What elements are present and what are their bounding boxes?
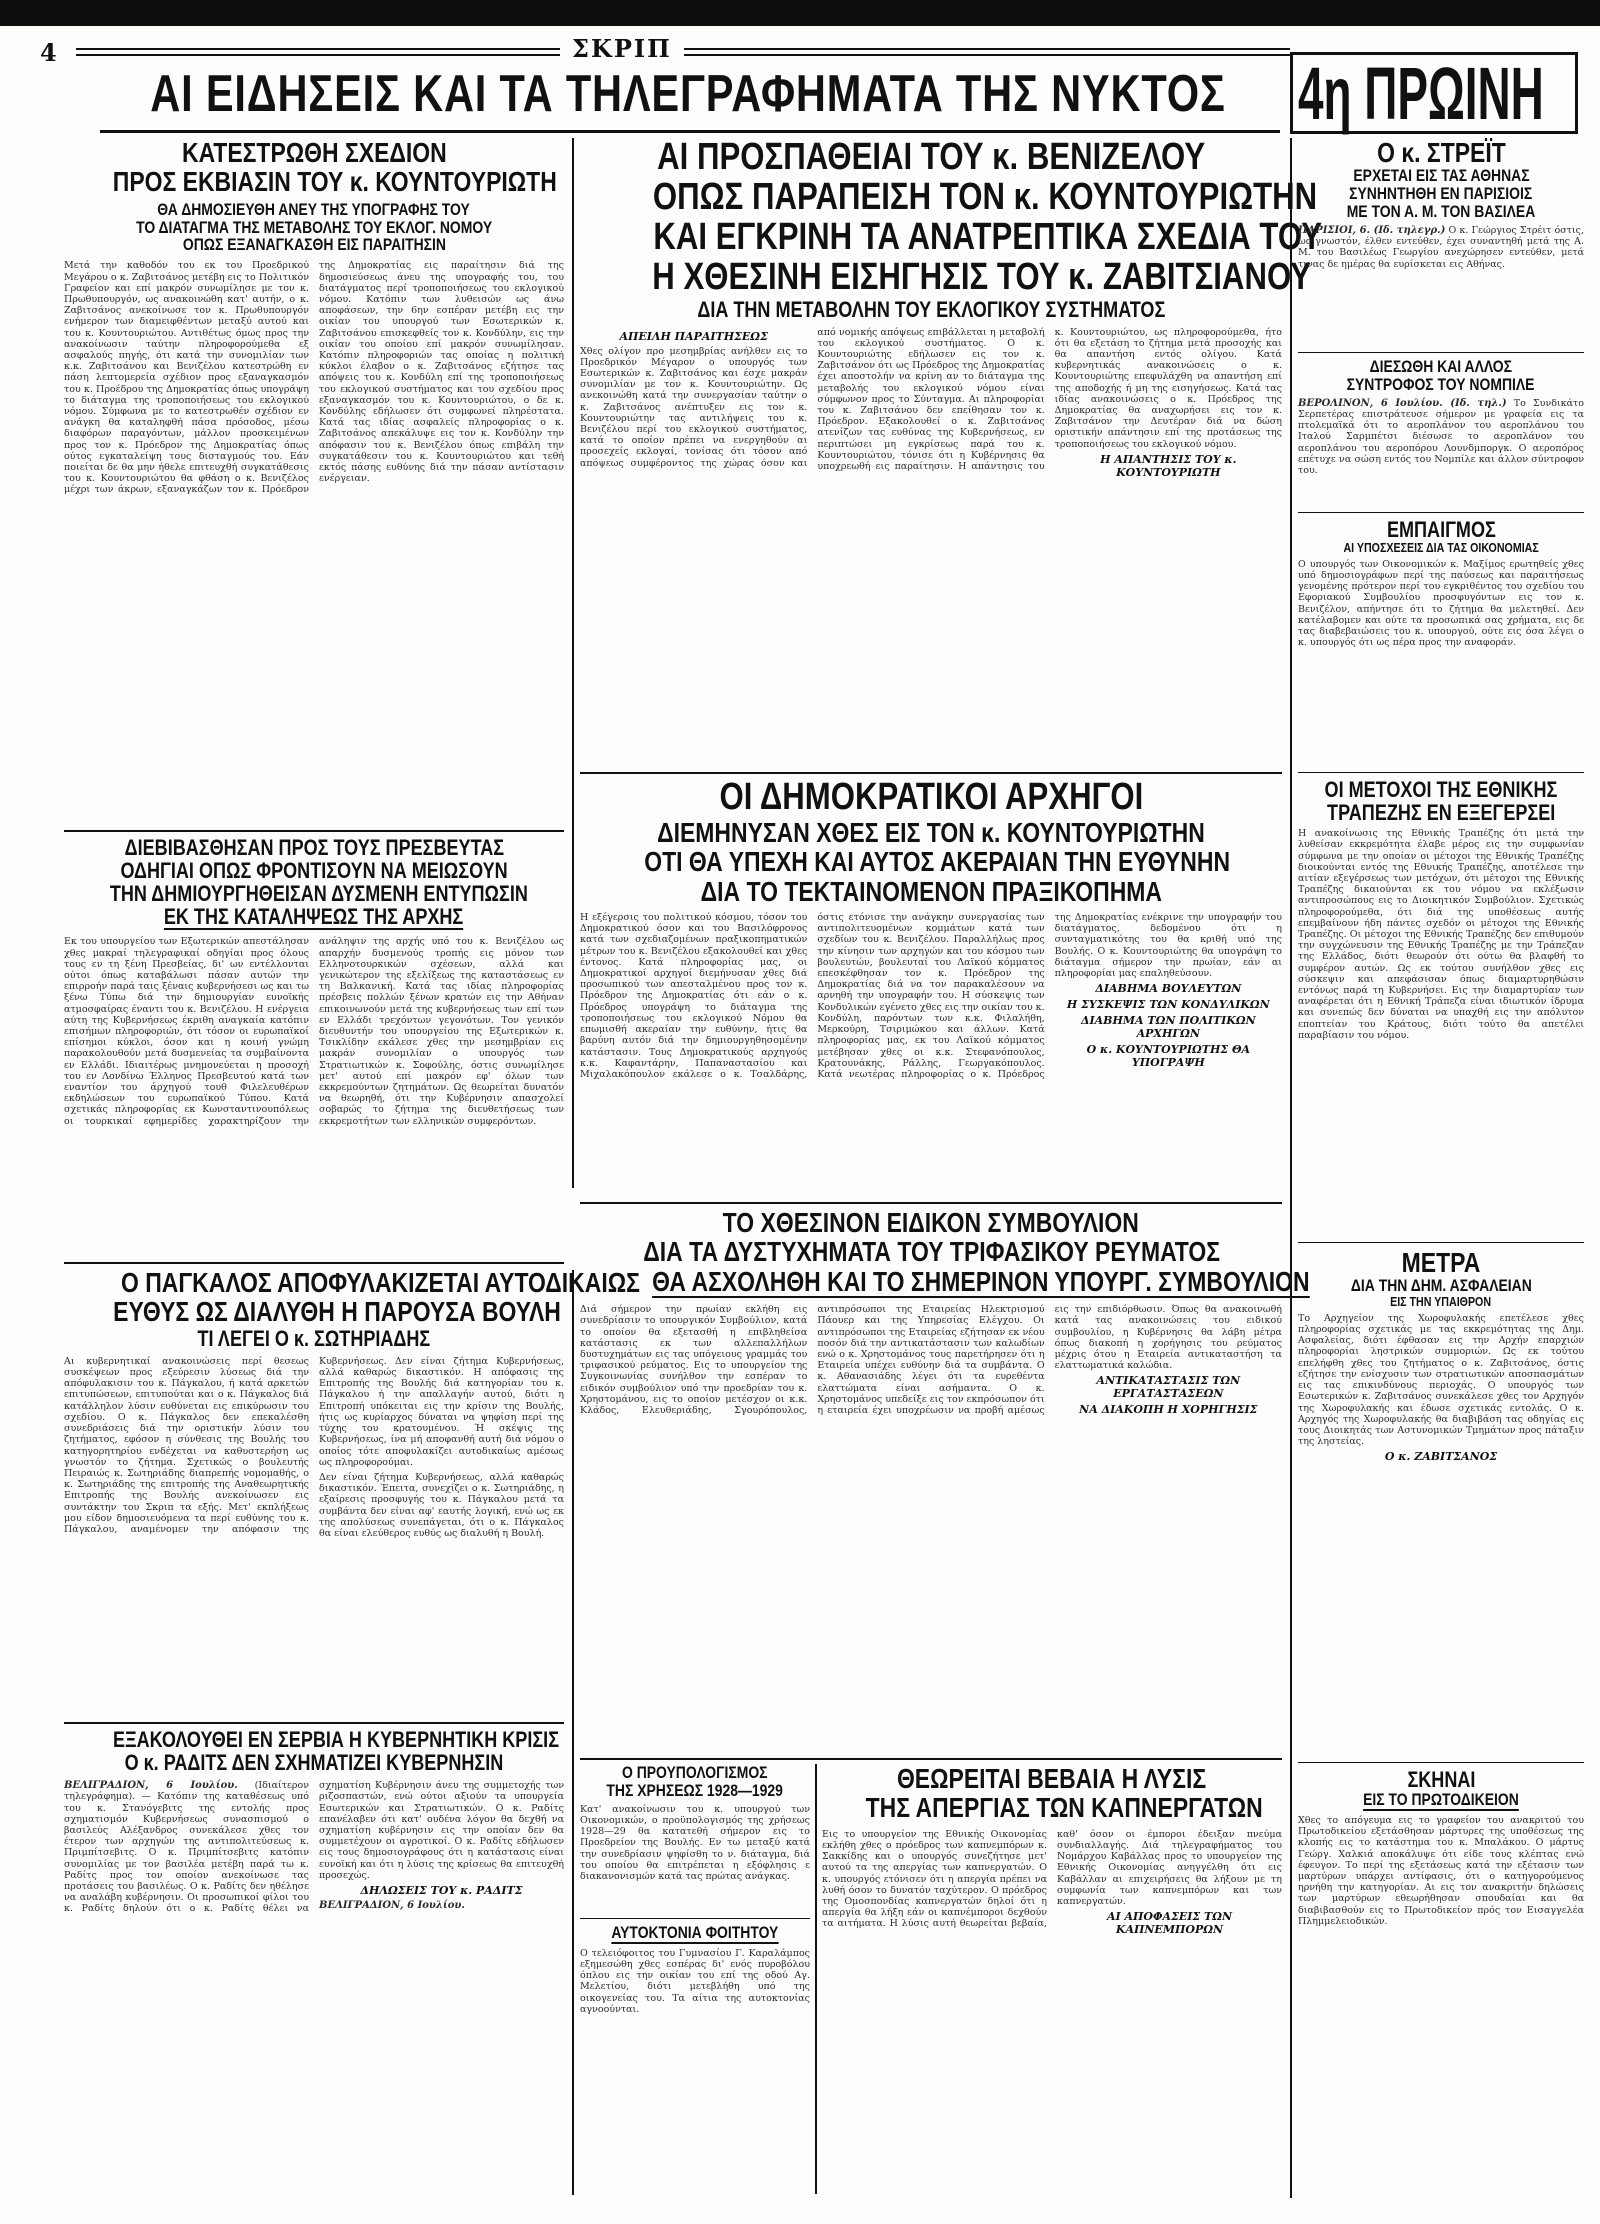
headline: ΣΥΝΗΝΤΗΘΗ ΕΝ ΠΑΡΙΣΙΟΙΣ [1349, 184, 1533, 204]
headline: ΟΤΙ ΘΑ ΥΠΕΧΗ ΚΑΙ ΑΥΤΟΣ ΑΚΕΡΑΙΑΝ ΤΗΝ ΕΥΘΥΝΗΝ [644, 846, 1231, 878]
headline: ΣΥΝΤΡΟΦΟΣ ΤΟΥ ΝΟΜΠΙΛΕ [1347, 374, 1535, 394]
article-text: Εκ του υπουργείου των Εξωτερικών απεστάλησαν χθες μακραί τηλεγραφικαί οδηγίαι προς όλους τους εν τη ξένη Πρεσβείας, δι' ων εντέλλονται ούτοι όπως καταβάλωσι πάσαν αυτών την επιρροήν παρά ταις ξέναις κυβερνήσεσι ως και τω ξένω Τύπω διά την δημιουργίαν ευνοϊκής ατμοσφαίρας έναντι του κ. Βενιζέλου. Η ενέργεια αύτη της Κυβερνήσεως έκριθη αναγκαία κατόπιν επισήμων πληροφοριών, ότι τόσον οι ευρωπαϊκοί επίσημοι κύκλοι, όσον και η κοινή γνώμη παρακολουθούν μετά δυσμενείας τα συμβαίνοντα εν Ελλάδι. Ιδιαιτέρως μνημονεύεται η προσοχή του εν Λονδίνω Έλληνος Πρεσβευτού κατά των εναντίον του άρχηγού τουθ Φιλελευθέρων εκδηλώσεων του ευρωπαϊκού Τύπου. Κατά σχετικάς πληροφορίας εκ Κωνσταντινουπόλεως οι τουρκικαί εφημερίδες χαρακτηρίζουν την ανάληψιν της αρχής υπό του κ. Βενιζέλου ως απαρχήν δυσμενούς τροπής εις μόνον των Ελληνοτουρκικών σχέσεων, αλλά και γενικώτερον της εξελίξεως της καταστάσεως εν τη Βαλκανική. Κατά τας ιδίας πληροφορίας πρέσβεις πολλών ξένων κρατών εις την Αθήναν επικοινωνούν μετά της κυβερνήσεως των επί των εν Ελλάδι τρεχόντων γεγονότων. Τον γενικόν διευθυντήν του υπουργείου της Εξωτερικών κ. Τσικλίδην εκάλεσε χθες την μεσημβρίαν εις μακράν συνομιλίαν ο υπουργός των Στρατιωτικών κ. Σοφούλης, όστις συνωμίλησε μετ' αυτού επί μακρόν εφ' όλων των εκκρεμούντων ζητημάτων. Ως θεωρείται δυνατόν να θεωρηθή, ότι την Κυβέρνησιν απασχολεί σοβαρώς το ζήτημα της διευθετήσεως των εκκρεμοτήτων των ελληνικών συμφερόντων. [64, 936, 564, 1127]
headline: ΤΙ ΛΕΓΕΙ Ο κ. ΣΩΤΗΡΙΑΔΗΣ [197, 1325, 431, 1351]
article-mockery [1298, 518, 1584, 768]
article-text: Εις το υπουργείον της Εθνικής Οικονομίας εκλήθη χθες ο πρόεδρος των καπνεμπόρων κ. Σακκίδης και ο υπουργός συνεζήτησε μετ' αυτού τα της απεργίας των καπνεργατών. Ο κ. υπουργός ετόνισεν ότι η απεργία πρέπει να λυθή όσον το δυνατόν ταχύτερον. Ο πρόεδρος της Ομοσπονδίας καπνεργατών δηλοί ότι η απεργία θα λήξη εάν οι καπνέμποροι δεχθούν τα αιτήματα. Η λύσις αυτή θεωρείται βεβαία, καθ' όσον οι έμποροι έδειξαν πνεύμα συνδιαλλαγής. Διά τηλεγραφήματος του Νομάρχου Καβάλλας προς το υπουργείον της Εθνικής Οικονομίας ανηγγέλθη ότι εις Καβάλλαν αι επιχειρήσεις θα λήξουν με τη συμφωνία των καπνεμπόρων και των καπνεργατών. [822, 1828, 1282, 1930]
headline: Ο ΠΡΟΥΠΟΛΟΓΙΣΜΟΣ [622, 1763, 768, 1782]
headline: ΕΙΣ ΤΟ ΠΡΩΤΟΔΙΚΕΙΟΝ [1363, 1790, 1519, 1810]
article-suicide [580, 1924, 810, 2194]
top-black-band [0, 0, 1600, 26]
headline: Ο κ. ΡΑΔΙΤΣ ΔΕΝ ΣΧΗΜΑΤΙΖΕΙ ΚΥΒΕΡΝΗΣΙΝ [124, 1750, 504, 1776]
article-text: Κατ' ανακοίνωσιν του κ. υπουργού των Οικονομικών, ο προϋπολογισμός της χρήσεως 1928—29 θα κατατεθή σήμερον εις το Προεδρείον της Βουλής. Εν τω μεταξύ κατά την συνεδρίασιν ψηφίσθη το ν. διάταγμα, διά του οποίου θα επιτρέπεται η εξόφλησις ε διακανονισμών κατά τας πρώτας ανάγκας. [580, 1803, 810, 1882]
article-pangalos [64, 1267, 640, 1718]
headline: Ο κ. ΣΤΡΕΪΤ [1376, 137, 1506, 168]
headline: ΤΟ ΧΘΕΣΙΝΟΝ ΕΙΔΙΚΟΝ ΣΥΜΒΟΥΛΙΟΝ [722, 1207, 1140, 1238]
article-columns [64, 1356, 564, 1706]
subhead: Η ΣΥΣΚΕΨΙΣ ΤΩΝ ΚΟΝΔΥΛΙΚΩΝ [1066, 998, 1270, 1012]
headline: ΘΕΩΡΕΙΤΑΙ ΒΕΒΑΙΑ Η ΛΥΣΙΣ [897, 1763, 1207, 1794]
running-header [40, 34, 1290, 67]
article-columns [580, 327, 1282, 727]
headline: ΔΙΑ ΤΑ ΔΥΣΤΥΧΗΜΑΤΑ ΤΟΥ ΤΡΙΦΑΣΙΚΟΥ ΡΕΥΜΑΤΟΣ [643, 1236, 1221, 1268]
headline: ΔΙΑ ΤΗΝ ΔΗΜ. ΑΣΦΑΛΕΙΑΝ [1350, 1276, 1532, 1296]
subhead: ΔΙΑΒΗΜΑ ΤΩΝ ΠΟΛΙΤΙΚΩΝ ΑΡΧΗΓΩΝ [1080, 1014, 1256, 1041]
article-text: ΒΕΡΟΛΙΝΟΝ, 6 Ιουλίου. (Ιδ. τηλ.) Το Συνδικάτο Σερπετέρας επιστράτευσε σήμερον με γραφεία εις τα πτολεμαϊκά ότι το αεροπλάνον του αεροπλάνου του Ιταλού Σαρμπέτσι διέσωσε το αεροπλάνον του αεροπλάνου του αεροπόρου Λουνδμποργκ. Ο αεροπόρος επέτυχε να σώση εντός του Νομπίλε και άλλον σύντροφον του. [1298, 397, 1585, 476]
headline: ΟΠΩΣ ΕΞΑΝΑΓΚΑΣΘΗ ΕΙΣ ΠΑΡΑΙΤΗΣΙΝ [182, 235, 446, 255]
headline: ΚΑΙ ΕΓΚΡΙΝΗ ΤΑ ΑΝΑΤΡΕΠΤΙΚΑ ΣΧΕΔΙΑ ΤΟΥ [653, 215, 1323, 258]
headline: ΕΥΘΥΣ ΩΣ ΔΙΑΛΥΘΗ Η ΠΑΡΟΥΣΑ ΒΟΥΛΗ [113, 1296, 561, 1328]
headline: ΔΙΕΣΩΘΗ ΚΑΙ ΑΛΛΟΣ [1369, 357, 1513, 376]
article-ambassadors [64, 836, 564, 1256]
subhead: ΝΑ ΔΙΑΚΟΠΗ Η ΧΟΡΗΓΗΣΙΣ [1079, 1403, 1258, 1417]
headline: ΚΑΤΕΣΤΡΩΘΗ ΣΧΕΔΙΟΝ [181, 137, 447, 168]
rule [64, 1262, 564, 1264]
article-text: Η εξέγερσις του πολιτικού κόσμου, τόσον του Δημοκρατικού όσον και του Βασιλόφρονος κατά των σχεδιαζομένων πραξικοπηματικών μέτρων του κ. Βενιζέλου εξακολουθεί και χθες έντονος. Κατά πληροφορίας μας, οι Δημοκρατικοί αρχηγοί διεμήνυσαν χθες διά προσωπικού των απεσταλμένου προς τον κ. Πρόεδρον της Δημοκρατίας ότι εάν ο κ. Πρόεδρος υπογράψη το διάταγμα της τροποποιήσεως του εκλογικού Νόμου θα επωμισθή ακεραίαν την ευθύνην, ήτις θα βαρύνη αυτόν διά την δημιουργηθησομένην κατάστασιν. Τους Δημοκρατικούς αρχηγούς κ.κ. Καφαντάρην, Παπαναστασίου και Μιχαλακόπουλον εκάλεσε ο κ. Τσαλδάρης, όστις ετόνισε την ανάγκην συνεργασίας των αντιπολιτευομένων κομμάτων κατά των σχεδίων του κ. Βενιζέλου. Παραλλήλως προς την κίνησιν των αρχηγών και του κόσμου των βουλευτών, βουλευταί του Λαϊκού κόμματος επεσκέφθησαν τον κ. Πρόεδρον της Δημοκρατίας διά να τον παρακαλέσουν να αρνηθή την υπογραφήν του. Η σύσκεψις των Κονδυλικών εγένετο χθες εις την οικίαν του κ. Κονδύλη, παρόντων των κ.κ. Φιλαλήθη, Μερκούρη, Τσιριμώκου και άλλων. Κατά πληροφορίας μας, εκ του Λαϊκού κόμματος μετέβησαν χθες οι κ.κ. Στεφανόπουλος, Κρατουνάκης, Ράλλης, Γεωργακόπουλος. Κατά νεωτέρας πληροφορίας ο κ. Πρόεδρος της Δημοκρατίας ενέκρινε την υπογραφήν του διατάγματος, δεδομένου ότι η συνταγματικότης του θα κριθή υπό της Βουλής. Ο κ. Κουντουριώτης θα υπογράψη το διάταγμα σήμερον την πρωίαν, εάν αι πληροφορίαι μας επαληθεύσουν. [580, 912, 1282, 1080]
column-rule [815, 1764, 817, 2194]
article-coup-plan [64, 138, 564, 828]
headline: ΑΙ ΥΠΟΣΧΕΣΕΙΣ ΔΙΑ ΤΑΣ ΟΙΚΟΝΟΜΙΑΣ [1343, 540, 1539, 556]
article-scenes [1298, 1768, 1584, 2198]
rule [580, 1202, 1282, 1204]
headline: Ο ΠΑΓΚΑΛΟΣ ΑΠΟΦΥΛΑΚΙΖΕΤΑΙ ΑΥΤΟΔΙΚΑΙΩΣ [120, 1267, 640, 1298]
subhead: ΔΗΛΩΣΕΙΣ ΤΟΥ κ. ΡΑΔΙΤΣ [360, 1884, 523, 1898]
headline: Η ΧΘΕΣΙΝΗ ΕΙΣΗΓΗΣΙΣ ΤΟΥ κ. ΖΑΒΙΤΣΙΑΝΟΥ [652, 255, 1312, 298]
article-text: ΒΕΛΙΓΡΑΔΙΟΝ, 6 Ιουλίου. (Ιδιαίτερον τηλεγράφημα). — Κατόπιν της καταθέσεως υπό του κ. Στανόγεβιτς της εντολής προς σχηματισμόν Κυβερνήσεως συνασπισμού ο βασιλεύς Αλέξανδρος συνεκάλεσε χθες τον έτερον των αρχηγών της αντιπολιτεύσεως κ. Πριμπίτσεβιτς. Ο κ. Πριμπίτσεβιτς κατόπιν συνομιλίας με τον βασιλέα μετέβη παρά τω κ. Ραδίτς προς τον οποίον ανεκοίνωσε τας προτάσεις του βασιλέως. Ο κ. Ραδίτς δεν ηθέλησε να αναλάβη κυβέρνησιν. Οι προσωπικοί φίλοι του κ. Ραδίτς δηλούν ότι ο κ. Ραδίτς θέλει να σχηματίση Κυβέρνησιν άνευ της συμμετοχής των ριζοσπαστών, ενώ ούτοι αξιούν τα υπουργεία Εσωτερικών και Στρατιωτικών. Ο κ. Ραδίτς επανέλαβεν ότι κατ' ουδένα λόγον θα δεχθή να σχηματίση κυβέρνησιν εις την οποίαν δεν θα συμμετέχουν οι αγροτικοί. Ο κ. Ραδίτς εδήλωσεν εις τους δημοσιογράφους ότι η κατάστασις είναι ευνοϊκή και ότι η λύσις της κρίσεως θα επιτευχθή προσεχώς. [64, 1780, 564, 1915]
article-serbia [64, 1728, 564, 2198]
headline: ΟΠΩΣ ΠΑΡΑΠΕΙΣΗ ΤΟΝ κ. ΚΟΥΝΤΟΥΡΙΩΤΗΝ [652, 175, 1318, 218]
dateline: ΒΕΛΙΓΡΑΔΙΟΝ, 6 Ιουλίου. [319, 1900, 465, 1912]
article-columns [580, 1304, 1282, 1714]
rule [580, 1758, 1282, 1760]
rule [1298, 352, 1584, 353]
headline: ΜΕ ΤΟΝ Α. Μ. ΤΟΝ ΒΑΣΙΛΕΑ [1346, 202, 1536, 222]
article-text: Η ανακοίνωσις της Εθνικής Τραπέζης ότι μετά την λυθείσαν εκκρεμότητα έλαβε μέρος εις την συμφωνίαν σύμφωνα με την οποίαν οι μέτοχοι της Εθνικής Τραπέζης διοικούνται εντός της Εθνικής Τραπέζης, αποτέλεσε την αιτίαν εξεγέρσεως των μετόχων, ότι μέτοχοι της Εθνικής Τραπέζης δικαιούνται εκ του νόμου να εκλέξωσιν αντιπροσώπους εις το Διοικητικόν Συμβούλιον. Σχετικώς πληροφορούμεθα, ότι διά της υποθέσεως αυτής επεμβαίνουν ήδη πάντες σχεδόν οι μέτοχοι της Εθνικής Τραπέζης. Οι μέτοχοι της Εθνικής Τραπέζης δεν επιθυμούν την συγχώνευσιν της Εθνικής Τραπέζης με την Τράπεζαν της Ελλάδος, διότι θεωρούν ότι ούτω θα βλαφθή το συμφέρον αυτών. Ως εκ τούτου συνήλθον χθες εις σύσκεψιν και απεφάσισαν όπως διαμαρτυρηθώσιν εντόνως παρά τη Κυβερνήσει. Εις την διαμαρτυρίαν των αναφέρεται ότι η Εθνική Τράπεζα είναι ιδιωτικόν ίδρυμα και συνεπώς δεν δύναται να υπαχθή εις την απόλυτον εποπτείαν του Κράτους, διότι τούτο θα απετέλει παραβίασιν του νόμου. [1298, 828, 1584, 1041]
rule [64, 830, 564, 832]
column-rule [1290, 138, 1292, 2198]
headline: ΣΚΗΝΑΙ [1407, 1767, 1475, 1792]
headline: ΔΙΕΜΗΝΥΣΑΝ ΧΘΕΣ ΕΙΣ ΤΟΝ κ. ΚΟΥΝΤΟΥΡΙΩΤΗΝ [657, 816, 1205, 848]
headline: ΕΞΑΚΟΛΟΥΘΕΙ ΕΝ ΣΕΡΒΙΑ Η ΚΥΒΕΡΝΗΤΙΚΗ ΚΡΙΣΙΣ [112, 1727, 560, 1752]
subhead: ΔΙΑΒΗΜΑ ΒΟΥΛΕΥΤΩΝ [1095, 982, 1242, 996]
dateline: ΒΕΛΙΓΡΑΔΙΟΝ, 6 Ιουλίου. [64, 1780, 238, 1792]
dateline: ΠΑΡΙΣΙΟΙ, 6. (Ιδ. τηλεγρ.) [1298, 224, 1446, 236]
rule [1298, 772, 1584, 773]
subhead: Ο κ. ΚΟΥΝΤΟΥΡΙΩΤΗΣ ΘΑ ΥΠΟΓΡΑΨΗ [1086, 1043, 1251, 1070]
paper-name: ΣΚΡΙΠ [560, 34, 684, 63]
headline: ΔΙΑ ΤΗΝ ΜΕΤΑΒΟΛΗΝ ΤΟΥ ΕΚΛΟΓΙΚΟΥ ΣΥΣΤΗΜΑΤΟΣ [697, 296, 1165, 322]
column-rule [572, 1270, 574, 2195]
headline: ΘΑ ΔΗΜΟΣΙΕΥΘΗ ΑΝΕΥ ΤΗΣ ΥΠΟΓΡΑΦΗΣ ΤΟΥ [157, 199, 471, 219]
article-democratic-leaders [580, 778, 1282, 1198]
rule [1298, 1762, 1584, 1763]
main-headline: ΑΙ ΕΙΔΗΣΕΙΣ ΚΑΙ ΤΑ ΤΗΛΕΓΡΑΦΗΜΑΤΑ ΤΗΣ ΝΥΚΤΟΣ [150, 65, 1226, 123]
headline: ΜΕΤΡΑ [1401, 1247, 1481, 1278]
article-columns [822, 1829, 1282, 2169]
article-text: Ο υπουργός των Οικονομικών κ. Μαξίμος ερωτηθείς χθες υπό δημοσιογράφων περί της παύσεως και παραιτήσεως γενομένης πρότερον περί του εγκριθέντος του σχεδίου του Εφοριακού Συμβουλίου προσφυγόντων εις τον κ. Βενιζέλον, απήντησε ότι το ζήτημα θα μελετηθεί. Δεν κατέλαβομεν και ούτε τα προσωπικά σας χρήματα, εις δε τας διαβεβαιώσεις του κ. υπουργού, ούτε εις όσα λέγει ο κ. υπουργός ότι ως πέρα προς την αναφοράν. [1298, 558, 1584, 649]
article-text: Δεν είναι ζήτημα Κυβερνήσεως, αλλά καθαρώς δικαστικόν. Έπειτα, συνεχίζει ο κ. Σωτηριάδης, η εξαίρεσις προσφυγής του κ. Πάγκαλου μετά τα συμβάντα δεν είναι αφ' εαυτής λογική, ενώ ως εκ της απολύσεως συνεπάγεται, ότι ο κ. Πάγκαλος θα είναι ελεύθερος ευθύς ως διαλυθή η Βουλή. [319, 1471, 564, 1539]
headline: ΟΙ ΔΗΜΟΚΡΑΤΙΚΟΙ ΑΡΧΗΓΟΙ [719, 776, 1143, 818]
headline: ΕΙΣ ΤΗΝ ΥΠΑΙΘΡΟΝ [1390, 1294, 1492, 1310]
headline: ΘΑ ΑΣΧΟΛΗΘΗ ΚΑΙ ΤΟ ΣΗΜΕΡΙΝΟΝ ΥΠΟΥΡΓ. ΣΥΜΒΟΥΛΙΟΝ [652, 1265, 1310, 1297]
headline: ΑΥΤΟΚΤΟΝΙΑ ΦΟΙΤΗΤΟΥ [611, 1923, 779, 1942]
article-budget [580, 1764, 810, 1914]
headline: ΤΗΝ ΔΗΜΙΟΥΡΓΗΘΕΙΣΑΝ ΔΥΣΜΕΝΗ ΕΝΤΥΠΩΣΙΝ [109, 881, 528, 907]
article-streit [1298, 138, 1584, 348]
article-columns [64, 260, 564, 800]
article-tobacco-strike [822, 1764, 1282, 2194]
article-columns [580, 912, 1282, 1167]
article-text: Μετά την καθοδόν του εκ του Προεδρικού Μεγάρου ο κ. Ζαβιτσάνος μετέβη εις το Πολιτικόν Γραφείον και επί μακρόν συνωμίλησε με τον κ. Πρωθυπουργόν, ως ανακοινώθη κατ' αυτήν, ο κ. Ζαβιτσάνος ανεκοίνωσε τον κ. Πρωθυπουργόν ενήμερον των διαμειφθέντων μεταξύ αυτού και του κ. Κουντουριώτου. Αντιθέτως όμως προς την ανακοίνωσιν ταύτην πληροφορούμεθα εξ ασφαλούς πηγής, ότι κατά την συνομιλίαν των κ.κ. Ζαβιτσάνου και Βενιζέλου κατεστρώθη εν πάση λεπτομερεία σχέδιον προς εξαναγκασμόν του κ. Προέδρου της Δημοκρατίας όπως υπογράψη το διάταγμα της τροποποιήσεως του εκλογικού νόμου. Σύμφωνα με το κατεστρωθέν σχέδιον εν ανάγκη θα καταληφθή πάσα πρόσοδος, μέσω διαφόρων παραγόντων, μάλλον προσκειμένων προς τον κ. Πρόεδρον της Δημοκρατίας όπως ούτος εγκαταλείψη τους δισταγμούς του. Εάν ποιείται δε θα μην ήθελε επιτευχθή συγκατάθεσις του κ. Κουντουριώτου θα φθάση ο κ. Βενιζέλος μέχρι των άκρων, εξαναγκάζων τον κ. Πρόεδρον της Δημοκρατίας εις παραίτησιν διά της δημοσιεύσεως άνευ της υπογραφής του, του διατάγματος περί τροποποιήσεως του εκλογικού νόμου. Κατόπιν των λυθεισών ως άνω αποφάσεων, την 6ην εσπέραν μετέβη εις την οικίαν του υπουργού των Εσωτερικών κ. Ζαβιτσάνου επισκεφθείς τον κ. Κονδύλην, εις την οικίαν του οποίου επί μακρόν συνωμίλησαν. Κατόπιν πληροφοριών τας οποίας η πολιτική κύκλοι έλαβον ο κ. Ζαβιτσάνος εζήτησε τας απόψεις του κ. Κονδύλη επί της τροποποιήσεως του εκλογικού συστήματος και του σχεδίου προς εξαναγκασμόν του κ. Κουντουριώτου, ο δε κ. Κονδύλης εδήλωσεν ότι συμφωνεί πληρέστατα. Κατά τας ιδίας ασφαλείς πληροφορίας ο κ. Ζαβιτσάνος απεκάλυψε εις τον κ. Κονδύλην την απόφασιν του κ. Βενιζέλου όπως επιβάλη την συγκατάθεσιν του κ. Κουντουριώτου και τεθή εκτός πάσης ευθύνης διά την πάσαν αντίστασιν ενέργειαν. [64, 260, 564, 496]
headline: ΤΗΣ ΧΡΗΣΕΩΣ 1928—1929 [606, 1780, 784, 1800]
article-columns [64, 936, 564, 1246]
article-venizelos [580, 136, 1323, 768]
subhead: ΑΠΕΙΛΗ ΠΑΡΑΙΤΗΣΕΩΣ [619, 329, 768, 343]
banner-rule [100, 130, 1280, 133]
headline: ΕΜΠΑΙΓΜΟΣ [1386, 517, 1496, 542]
rule [1298, 1242, 1584, 1243]
edition-box [1290, 52, 1578, 134]
page-number: 4 [40, 38, 57, 67]
subhead: Η ΑΠΑΝΤΗΣΙΣ ΤΟΥ κ. ΚΟΥΝΤΟΥΡΙΩΤΗ [1100, 452, 1237, 479]
headline: ΤΡΑΠΕΖΗΣ ΕΝ ΕΞΕΓΕΡΣΕΙ [1326, 800, 1556, 826]
headline: ΕΡΧΕΤΑΙ ΕΙΣ ΤΑΣ ΑΘΗΝΑΣ [1352, 166, 1530, 186]
headline: ΑΙ ΠΡΟΣΠΑΘΕΙΑΙ ΤΟΥ κ. ΒΕΝΙΖΕΛΟΥ [656, 136, 1206, 178]
article-text: Χθες ολίγον προ μεσημβρίας ανήλθεν εις το Προεδρικόν Μέγαρον ο υπουργός των Εσωτερικών κ. Ζαβιτσάνος και έσχε μακράν συνομιλίαν με τον κ. Κουντουριώτην. Ως ανεκοινώθη κατά την συνεργασίαν ταύτην ο κ. Ζαβιτσάνος ανέπτυξεν εις τον κ. Κουντουριώτην τας αντιλήψεις του κ. Βενιζέλου περί του εκλογικού συστήματος, κατά το οποίον πρέπει να ενεργηθούν αι προσεχείς εκλογαί, τονίσας ότι τόσον από απόψεως συμφέροντος της χώρας όσον και από νομικής απόψεως επιβάλλεται η μεταβολή του εκλογικού συστήματος. Ο κ. Κουντουριώτης εδήλωσεν εις τον κ. Ζαβιτσάνον ότι ως Πρόεδρος της Δημοκρατίας έχει αποστολήν να κρίνη αν το διάταγμα της μεταβολής του εκλογικού νόμου είναι σύμφωνον προς το Σύνταγμα. Αι πληροφορίαι του κ. Ζαβιτσάνου δεν επείθησαν τον κ. Πρόεδρον. Εξακολουθεί ο κ. Ζαβιτσάνος ατενίζων τας ευθύνας της Κυβερνήσεως, εν περιπτώσει μη εγκρίσεως παρά του κ. Κουντουριώτου, τόνισε ότι η Κυβέρνησις θα υποχρεωθή εις παραίτησιν. Η απάντησις του κ. Κουντουριώτου, ως πληροφορούμεθα, ήτο ότι θα εξετάση το ζήτημα μετά προσοχής και θα απαντήση εντός ολίγου. Κατά κυβερνητικάς ανακοινώσεις ο κ. Κουντουριώτης επεφυλάχθη να απαντήση επί της αποδοχής ή μη της εισηγήσεως. Κατά τας ιδίας ανακοινώσεις ο κ. Πρόεδρος της Δημοκρατίας θα αναχωρήσει εις τον κ. Ζαβιτσάνον την Δευτέραν διά να δώση οριστικήν απάντησιν επί της προτάσεως της τροποποιήσεως του εκλογικού νόμου. [580, 326, 1282, 473]
article-text: Χθες το απόγευμα εις το γραφείον του ανακριτού του Πρωτοδικείου εξετάσθησαν μάρτυρες της υποθέσεως της κλοπής εις το κατάστημα του κ. Μπαλάκου. Ο μάρτυς Γεώργ. Χαλκιά αποκάλυψε ότι είδε τους κλέπτας ενώ έφευγον. Το περί της εξετάσεως κατά την εξέτασιν των μαρτύρων υπάρχει αντίφασις, ότι ο κατηγορούμενος ηρνήθη την κατηγορίαν. Αι εις τον ανακριτήν δηλώσεις των μαρτύρων εθεωρήθησαν σπουδαίαι και θα διαβιβασθούν εις το Πρωτοδικείον πρός τον Εισαγγελέα Πλημμελειοδικών. [1298, 1814, 1584, 1927]
subhead: ΑΙ ΑΠΟΦΑΣΕΙΣ ΤΩΝ ΚΑΠΝΕΜΠΟΡΩΝ [1106, 1910, 1233, 1937]
headline: ΟΔΗΓΙΑΙ ΟΠΩΣ ΦΡΟΝΤΙΣΟΥΝ ΝΑ ΜΕΙΩΣΟΥΝ [120, 858, 508, 884]
headline: ΕΚ ΤΗΣ ΚΑΤΑΛΗΨΕΩΣ ΤΗΣ ΑΡΧΗΣ [164, 904, 464, 930]
article-text: Το Αρχηγείον της Χωροφυλακής επετέλεσε χθες πληροφορίας σχετικάς με τας εκκρεμότητας της Δημ. Ασφαλείας, διότι έφθασαν εις την Αρχήν επαρχιών πληροφορίαι ληστρικών συμμοριών. Ως εκ τούτου επελήφθη χθες του ζητήματος ο κ. Ζαβιτσάνος, όστις εζήτησε την ενίσχυσιν των στρατιωτικών αποσπασμάτων εις τας επικινδύνους περιοχάς. Ο υπουργός των Εσωτερικών κ. Ζαβιτσάνος συνεκάλεσε χθες τον Αρχηγόν της Χωροφυλακής και έδωσε σχετικάς εντολάς. Ο κ. Αρχηγός της Χωροφυλακής θα διαβιβάση τας οδηγίας εις τους Διοικητάς των Αστυνομικών Τμημάτων προς πάταξιν της ληστείας. [1298, 1312, 1584, 1448]
article-three-phase-current [580, 1207, 1310, 1753]
article-text: Διά σήμερον την πρωίαν εκλήθη εις συνεδρίασιν το υπουργικόν Συμβούλιον, κατά το οποίον θα εξετασθή η επιβληθείσα κατάστασις εκ των αλλεπαλλήλων δυστυχημάτων εις τας υπόγειους γραμμάς του τριφασικού ρεύματος. Εις το υπουργείον της Συγκοινωνίας συνήλθον την εσπέραν το ειδικόν συμβούλιον υπό την προεδρίαν του κ. Χρηστομάνου, εις το οποίον μετέσχον οι κ.κ. Κλάδος, Ελευθεριάδης, Σγουρόπουλος, αντιπρόσωποι της Εταιρείας Ηλεκτρισμού Πάουερ και της Υπηρεσίας Ελέγχου. Οι αντιπρόσωποι της Εταιρείας εζήτησαν εκ νέου ποσόν διά την αντικατάστασιν των καλωδίων ενώ ο κ. Χρηστομάνος τους παρετήρησεν ότι η Εταιρεία υπέχει ευθύνην διά τα συμβάντα. Ο κ. Αθανασιάδης λέγει ότι τα ευρεθέντα ελαττώματα είναι ασήμαντα. Ο κ. Χρηστομάνος υπεδείξε εις τον εκπρόσωπον ότι η εταιρεία έχει υποχρέωσιν να προβή αμέσως εις την επιδιόρθωσιν. Όπως θα ανακοινωθή κατά τας ανακοινώσεις του ειδικού συμβουλίου, η Κυβέρνησις θα λάβη μέτρα όπως διακοπή η χορήγησις του ρεύματος μέχρις ότου η Εταιρεία αντικαταστήση τα ελαττωματικά καλώδια. [580, 1304, 1282, 1416]
article-nobile [1298, 358, 1584, 508]
article-text: Ο τελειόφοιτος του Γυμνασίου Γ. Καραλάμπος εξημεσώθη χθες εσπέρας δι' ενός πυροβόλου όπλου εις την οικίαν του επί της οδού Αγ. Μελετίου, διότι μετεβλήθη υπό της οικογενείας του. Τα αίτια της αυτοκτονίας αγνοούνται. [580, 1947, 810, 2015]
rule [1298, 512, 1584, 513]
article-text [319, 1900, 564, 1911]
rule [580, 772, 1282, 774]
headline: ΤΗΣ ΑΠΕΡΓΙΑΣ ΤΩΝ ΚΑΠΝΕΡΓΑΤΩΝ [865, 1792, 1263, 1824]
headline: ΟΙ ΜΕΤΟΧΟΙ ΤΗΣ ΕΘΝΙΚΗΣ [1324, 777, 1558, 802]
column-rule [572, 138, 574, 1188]
article-columns [64, 1780, 564, 2160]
subhead: ΑΝΤΙΚΑΤΑΣΤΑΣΙΣ ΤΩΝ ΕΡΓΑΤΑΣΤΑΣΕΩΝ [1096, 1374, 1241, 1401]
rule [64, 1722, 564, 1724]
headline: ΤΟ ΔΙΑΤΑΓΜΑ ΤΗΣ ΜΕΤΑΒΟΛΗΣ ΤΟΥ ΕΚΛΟΓ. ΝΟΜΟΥ [135, 217, 493, 237]
edition-label: 4η ΠΡΩΙΝΗ [1297, 52, 1544, 135]
article-text: Αι κυβερνητικαί ανακοινώσεις περί θεσεως συσκέψεων προς εξεύρεσιν λύσεως διά την απόφυλακισιν του κ. Πάγκαλου, ή κατά αρκετών επιτυπώσεων, επιτυπούται και ο κ. Πάγκαλος διά κατάλληλον λύσιν ευθύνεται εις επικύρωσιν του σχεδίου. Ο κ. Πάγκαλος δεν επεκαλέσθη συνεδριάσεις διά την οριστικήν λύσιν του ζητήματος, εφόσον η σύνθεσις της Βουλής του κατηγορητηρίου ενδέχεται να καθυστερήση ως γνωστόν το ζήτημα. Σχετικώς ο βουλευτής Πειραιώς κ. Σωτηριάδης διαπρεπής νομομαθής, ο κ. Σωτηριάδης της επιτροπής της Αναθεωρητικής Επιτροπής της Βουλής ανεκοίνωσεν εις συντάκτην του Σκριπ τα εξής. Μετ' εκπλήξεως μου είδον δημοσιευόμενα τα περί ευθύνης του κ. Πάγκαλου, αναμένομεν την απόφασιν της Κυβερνήσεως. Δεν είναι ζήτημα Κυβερνήσεως, αλλά καθαρώς δικαστικόν. Η απόφασις της Επιτροπής της Βουλής διά κατηγορίαν του κ. Πάγκαλου ή την απαλλαγήν αυτού, διότι η Επιτροπή υπόκειται εις την κρίσιν της Βουλής, ήτις ως κυρίαρχος δύναται να ψηφίση περί της τύχης του κρατουμένου. Ή σκέψις της Κυβερνήσεως, ίνα μή αποφανθή αυτή διά νόμου ο οποίος τότε αποφυλακίζει αυτοδικαίως αμέσως ως πληροφορούμαι. [64, 1355, 564, 1535]
article-text: ΠΑΡΙΣΙΟΙ, 6. (Ιδ. τηλεγρ.) Ο κ. Γεώργιος Στρέιτ όστις, ως γνωστόν, έλθεν εντεύθεν, έχει συναντηθή μετά της Α. Μ. του Βασιλέως Γεωργίου ανεχώρησεν εντεύθεν, μετά τινας δε ημέρας θα ευρίσκεται εις Αθήνας. [1298, 224, 1584, 270]
article-public-safety [1298, 1248, 1584, 1758]
headline: ΠΡΟΣ ΕΚΒΙΑΣΙΝ ΤΟΥ κ. ΚΟΥΝΤΟΥΡΙΩΤΗ [112, 166, 557, 198]
rule [580, 1918, 810, 1919]
subhead: Ο κ. ΖΑΒΙΤΣΑΝΟΣ [1384, 1450, 1498, 1464]
headline: ΔΙΕΒΙΒΑΣΘΗΣΑΝ ΠΡΟΣ ΤΟΥΣ ΠΡΕΣΒΕΥΤΑΣ [124, 835, 504, 860]
headline: ΔΙΑ ΤΟ ΤΕΚΤΑΙΝΟΜΕΝΟΝ ΠΡΑΞΙΚΟΠΗΜΑ [700, 875, 1162, 907]
dateline: ΒΕΡΟΛΙΝΟΝ, 6 Ιουλίου. (Ιδ. τηλ.) [1298, 397, 1507, 409]
article-bank-shareholders [1298, 778, 1584, 1238]
